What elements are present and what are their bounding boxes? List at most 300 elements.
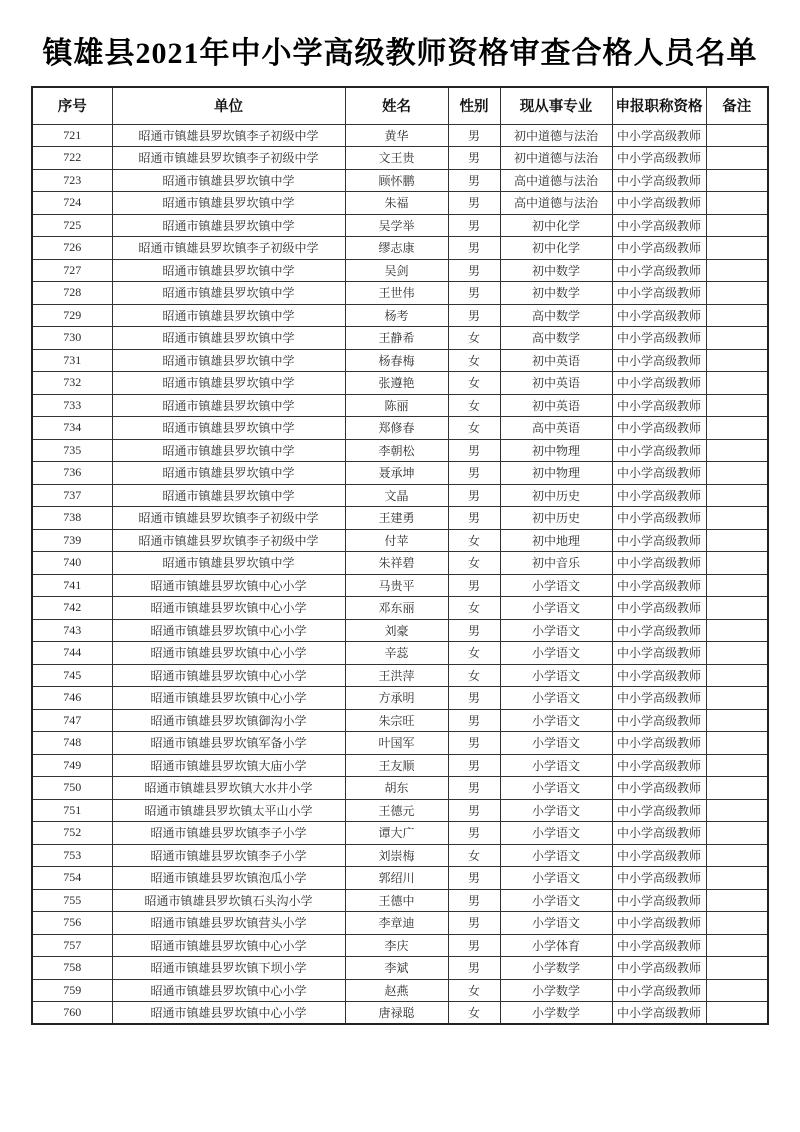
cell-serial: 755 <box>32 889 112 912</box>
cell-subject: 小学语文 <box>500 867 612 890</box>
cell-unit: 昭通市镇雄县罗坎镇中学 <box>112 259 345 282</box>
cell-subject: 小学数学 <box>500 979 612 1002</box>
header-name: 姓名 <box>345 87 448 124</box>
cell-subject: 小学语文 <box>500 799 612 822</box>
cell-gender: 女 <box>448 349 500 372</box>
cell-unit: 昭通市镇雄县罗坎镇下坝小学 <box>112 957 345 980</box>
cell-name: 李朝松 <box>345 439 448 462</box>
cell-remark <box>706 912 768 935</box>
cell-remark <box>706 1002 768 1025</box>
cell-remark <box>706 574 768 597</box>
cell-title: 中小学高级教师 <box>612 799 706 822</box>
cell-title: 中小学高级教师 <box>612 417 706 440</box>
cell-unit: 昭通市镇雄县罗坎镇中学 <box>112 192 345 215</box>
header-serial: 序号 <box>32 87 112 124</box>
cell-remark <box>706 597 768 620</box>
cell-name: 张遵艳 <box>345 372 448 395</box>
cell-title: 中小学高级教师 <box>612 259 706 282</box>
cell-subject: 小学体育 <box>500 934 612 957</box>
cell-serial: 758 <box>32 957 112 980</box>
cell-remark <box>706 619 768 642</box>
table-header <box>32 87 768 124</box>
table-row <box>32 439 768 462</box>
cell-remark <box>706 507 768 530</box>
cell-gender: 男 <box>448 304 500 327</box>
cell-name: 付苹 <box>345 529 448 552</box>
cell-name: 王友顺 <box>345 754 448 777</box>
cell-serial: 742 <box>32 597 112 620</box>
cell-gender: 男 <box>448 687 500 710</box>
cell-title: 中小学高级教师 <box>612 282 706 305</box>
cell-unit: 昭通市镇雄县罗坎镇中心小学 <box>112 574 345 597</box>
cell-unit: 昭通市镇雄县罗坎镇中学 <box>112 484 345 507</box>
cell-remark <box>706 664 768 687</box>
cell-serial: 728 <box>32 282 112 305</box>
cell-unit: 昭通市镇雄县罗坎镇中心小学 <box>112 597 345 620</box>
cell-gender: 女 <box>448 664 500 687</box>
table-row <box>32 664 768 687</box>
cell-title: 中小学高级教师 <box>612 124 706 147</box>
cell-title: 中小学高级教师 <box>612 304 706 327</box>
cell-title: 中小学高级教师 <box>612 754 706 777</box>
cell-unit: 昭通市镇雄县罗坎镇李子初级中学 <box>112 507 345 530</box>
table-row <box>32 507 768 530</box>
table-row <box>32 979 768 1002</box>
cell-serial: 723 <box>32 169 112 192</box>
table-row <box>32 169 768 192</box>
cell-unit: 昭通市镇雄县罗坎镇中心小学 <box>112 1002 345 1025</box>
cell-unit: 昭通市镇雄县罗坎镇石头沟小学 <box>112 889 345 912</box>
table-row <box>32 552 768 575</box>
cell-name: 邓东丽 <box>345 597 448 620</box>
table-body <box>32 124 768 1024</box>
cell-title: 中小学高级教师 <box>612 552 706 575</box>
cell-remark <box>706 327 768 350</box>
cell-serial: 741 <box>32 574 112 597</box>
cell-subject: 高中道德与法治 <box>500 192 612 215</box>
table-row <box>32 912 768 935</box>
table-row <box>32 844 768 867</box>
cell-gender: 男 <box>448 732 500 755</box>
cell-subject: 小学语文 <box>500 597 612 620</box>
cell-title: 中小学高级教师 <box>612 484 706 507</box>
cell-gender: 男 <box>448 619 500 642</box>
table-row <box>32 124 768 147</box>
cell-serial: 744 <box>32 642 112 665</box>
table-row <box>32 934 768 957</box>
table-row <box>32 957 768 980</box>
cell-name: 杨考 <box>345 304 448 327</box>
table-row <box>32 777 768 800</box>
table-row <box>32 889 768 912</box>
cell-name: 朱福 <box>345 192 448 215</box>
cell-name: 顾怀鹏 <box>345 169 448 192</box>
cell-title: 中小学高级教师 <box>612 169 706 192</box>
cell-unit: 昭通市镇雄县罗坎镇李子小学 <box>112 844 345 867</box>
cell-remark <box>706 799 768 822</box>
cell-gender: 男 <box>448 934 500 957</box>
cell-remark <box>706 147 768 170</box>
cell-name: 王洪萍 <box>345 664 448 687</box>
cell-unit: 昭通市镇雄县罗坎镇中心小学 <box>112 619 345 642</box>
cell-title: 中小学高级教师 <box>612 597 706 620</box>
cell-gender: 女 <box>448 1002 500 1025</box>
table-row <box>32 597 768 620</box>
cell-subject: 小学语文 <box>500 889 612 912</box>
cell-name: 朱宗旺 <box>345 709 448 732</box>
cell-subject: 初中道德与法治 <box>500 124 612 147</box>
cell-unit: 昭通市镇雄县罗坎镇中学 <box>112 372 345 395</box>
cell-unit: 昭通市镇雄县罗坎镇中学 <box>112 349 345 372</box>
cell-serial: 748 <box>32 732 112 755</box>
cell-gender: 男 <box>448 822 500 845</box>
cell-name: 赵燕 <box>345 979 448 1002</box>
cell-gender: 男 <box>448 709 500 732</box>
header-title: 申报职称资格 <box>612 87 706 124</box>
cell-remark <box>706 259 768 282</box>
cell-serial: 756 <box>32 912 112 935</box>
cell-subject: 初中英语 <box>500 372 612 395</box>
cell-remark <box>706 304 768 327</box>
cell-subject: 高中数学 <box>500 327 612 350</box>
cell-unit: 昭通市镇雄县罗坎镇中学 <box>112 327 345 350</box>
cell-subject: 小学数学 <box>500 1002 612 1025</box>
cell-title: 中小学高级教师 <box>612 687 706 710</box>
cell-subject: 初中数学 <box>500 259 612 282</box>
cell-remark <box>706 439 768 462</box>
cell-remark <box>706 957 768 980</box>
table-row <box>32 327 768 350</box>
table-row <box>32 1002 768 1025</box>
cell-unit: 昭通市镇雄县罗坎镇营头小学 <box>112 912 345 935</box>
cell-subject: 高中道德与法治 <box>500 169 612 192</box>
cell-title: 中小学高级教师 <box>612 214 706 237</box>
cell-name: 聂承坤 <box>345 462 448 485</box>
cell-gender: 男 <box>448 259 500 282</box>
cell-gender: 男 <box>448 867 500 890</box>
cell-serial: 746 <box>32 687 112 710</box>
cell-name: 辛蕊 <box>345 642 448 665</box>
cell-serial: 749 <box>32 754 112 777</box>
cell-name: 王静希 <box>345 327 448 350</box>
cell-subject: 小学语文 <box>500 709 612 732</box>
table-row <box>32 259 768 282</box>
cell-gender: 男 <box>448 214 500 237</box>
cell-subject: 小学语文 <box>500 732 612 755</box>
cell-title: 中小学高级教师 <box>612 619 706 642</box>
cell-unit: 昭通市镇雄县罗坎镇李子初级中学 <box>112 124 345 147</box>
cell-name: 王德元 <box>345 799 448 822</box>
cell-unit: 昭通市镇雄县罗坎镇大庙小学 <box>112 754 345 777</box>
cell-remark <box>706 687 768 710</box>
cell-gender: 男 <box>448 282 500 305</box>
cell-remark <box>706 462 768 485</box>
cell-serial: 725 <box>32 214 112 237</box>
cell-remark <box>706 934 768 957</box>
cell-serial: 722 <box>32 147 112 170</box>
cell-gender: 女 <box>448 642 500 665</box>
cell-name: 文晶 <box>345 484 448 507</box>
cell-title: 中小学高级教师 <box>612 372 706 395</box>
cell-serial: 753 <box>32 844 112 867</box>
cell-remark <box>706 192 768 215</box>
cell-title: 中小学高级教师 <box>612 934 706 957</box>
cell-unit: 昭通市镇雄县罗坎镇中心小学 <box>112 934 345 957</box>
cell-serial: 729 <box>32 304 112 327</box>
cell-title: 中小学高级教师 <box>612 889 706 912</box>
cell-gender: 男 <box>448 237 500 260</box>
table-row <box>32 529 768 552</box>
table-row <box>32 687 768 710</box>
table-row <box>32 214 768 237</box>
cell-gender: 女 <box>448 552 500 575</box>
table-row <box>32 822 768 845</box>
cell-serial: 737 <box>32 484 112 507</box>
cell-unit: 昭通市镇雄县罗坎镇中学 <box>112 304 345 327</box>
table-row <box>32 304 768 327</box>
cell-gender: 女 <box>448 394 500 417</box>
cell-remark <box>706 754 768 777</box>
cell-remark <box>706 889 768 912</box>
cell-remark <box>706 709 768 732</box>
cell-gender: 男 <box>448 147 500 170</box>
cell-title: 中小学高级教师 <box>612 732 706 755</box>
cell-name: 王世伟 <box>345 282 448 305</box>
cell-remark <box>706 394 768 417</box>
cell-remark <box>706 642 768 665</box>
cell-name: 郭绍川 <box>345 867 448 890</box>
cell-subject: 小学语文 <box>500 754 612 777</box>
cell-name: 王德中 <box>345 889 448 912</box>
table-row <box>32 372 768 395</box>
cell-subject: 初中音乐 <box>500 552 612 575</box>
cell-title: 中小学高级教师 <box>612 1002 706 1025</box>
cell-unit: 昭通市镇雄县罗坎镇中学 <box>112 394 345 417</box>
cell-name: 方承明 <box>345 687 448 710</box>
cell-name: 郑修春 <box>345 417 448 440</box>
cell-title: 中小学高级教师 <box>612 529 706 552</box>
cell-subject: 初中英语 <box>500 349 612 372</box>
table-row <box>32 619 768 642</box>
cell-gender: 女 <box>448 529 500 552</box>
cell-subject: 初中历史 <box>500 507 612 530</box>
cell-serial: 743 <box>32 619 112 642</box>
cell-title: 中小学高级教师 <box>612 777 706 800</box>
cell-remark <box>706 844 768 867</box>
cell-subject: 小学语文 <box>500 777 612 800</box>
cell-unit: 昭通市镇雄县罗坎镇中学 <box>112 417 345 440</box>
cell-title: 中小学高级教师 <box>612 664 706 687</box>
cell-subject: 小学语文 <box>500 687 612 710</box>
cell-name: 李庆 <box>345 934 448 957</box>
cell-remark <box>706 349 768 372</box>
cell-name: 黄华 <box>345 124 448 147</box>
cell-gender: 男 <box>448 889 500 912</box>
cell-gender: 男 <box>448 124 500 147</box>
cell-subject: 小学语文 <box>500 619 612 642</box>
cell-remark <box>706 417 768 440</box>
cell-unit: 昭通市镇雄县罗坎镇中学 <box>112 462 345 485</box>
cell-title: 中小学高级教师 <box>612 192 706 215</box>
cell-gender: 女 <box>448 327 500 350</box>
cell-subject: 小学语文 <box>500 664 612 687</box>
cell-unit: 昭通市镇雄县罗坎镇中学 <box>112 439 345 462</box>
header-gender: 性别 <box>448 87 500 124</box>
cell-remark <box>706 282 768 305</box>
cell-gender: 男 <box>448 507 500 530</box>
cell-title: 中小学高级教师 <box>612 912 706 935</box>
cell-unit: 昭通市镇雄县罗坎镇太平山小学 <box>112 799 345 822</box>
cell-subject: 初中化学 <box>500 214 612 237</box>
cell-name: 缪志康 <box>345 237 448 260</box>
cell-serial: 736 <box>32 462 112 485</box>
table-row <box>32 484 768 507</box>
cell-serial: 751 <box>32 799 112 822</box>
cell-serial: 724 <box>32 192 112 215</box>
cell-title: 中小学高级教师 <box>612 867 706 890</box>
table-row <box>32 642 768 665</box>
cell-remark <box>706 214 768 237</box>
header-subject: 现从事专业 <box>500 87 612 124</box>
cell-gender: 男 <box>448 799 500 822</box>
cell-name: 胡东 <box>345 777 448 800</box>
cell-remark <box>706 822 768 845</box>
cell-name: 李斌 <box>345 957 448 980</box>
cell-subject: 高中数学 <box>500 304 612 327</box>
table-row <box>32 867 768 890</box>
cell-unit: 昭通市镇雄县罗坎镇御沟小学 <box>112 709 345 732</box>
cell-subject: 小学语文 <box>500 844 612 867</box>
cell-subject: 初中数学 <box>500 282 612 305</box>
cell-serial: 747 <box>32 709 112 732</box>
cell-remark <box>706 867 768 890</box>
cell-unit: 昭通市镇雄县罗坎镇军备小学 <box>112 732 345 755</box>
cell-unit: 昭通市镇雄县罗坎镇李子初级中学 <box>112 529 345 552</box>
cell-title: 中小学高级教师 <box>612 979 706 1002</box>
cell-subject: 高中英语 <box>500 417 612 440</box>
cell-subject: 小学语文 <box>500 574 612 597</box>
table-row <box>32 462 768 485</box>
table-row <box>32 754 768 777</box>
table-header-row <box>32 87 768 124</box>
cell-title: 中小学高级教师 <box>612 327 706 350</box>
table-row <box>32 147 768 170</box>
cell-serial: 738 <box>32 507 112 530</box>
cell-gender: 男 <box>448 439 500 462</box>
cell-gender: 男 <box>448 574 500 597</box>
cell-remark <box>706 777 768 800</box>
cell-serial: 731 <box>32 349 112 372</box>
cell-name: 陈丽 <box>345 394 448 417</box>
cell-serial: 730 <box>32 327 112 350</box>
header-remark: 备注 <box>706 87 768 124</box>
cell-gender: 男 <box>448 754 500 777</box>
cell-serial: 752 <box>32 822 112 845</box>
cell-unit: 昭通市镇雄县罗坎镇中心小学 <box>112 979 345 1002</box>
cell-serial: 735 <box>32 439 112 462</box>
cell-gender: 女 <box>448 597 500 620</box>
cell-name: 刘崇梅 <box>345 844 448 867</box>
cell-remark <box>706 237 768 260</box>
cell-title: 中小学高级教师 <box>612 574 706 597</box>
cell-unit: 昭通市镇雄县罗坎镇中心小学 <box>112 687 345 710</box>
cell-subject: 初中道德与法治 <box>500 147 612 170</box>
table-row <box>32 394 768 417</box>
cell-remark <box>706 484 768 507</box>
cell-serial: 757 <box>32 934 112 957</box>
cell-unit: 昭通市镇雄县罗坎镇李子小学 <box>112 822 345 845</box>
header-unit: 单位 <box>112 87 345 124</box>
cell-title: 中小学高级教师 <box>612 237 706 260</box>
table-row <box>32 192 768 215</box>
cell-title: 中小学高级教师 <box>612 709 706 732</box>
cell-subject: 初中英语 <box>500 394 612 417</box>
cell-title: 中小学高级教师 <box>612 349 706 372</box>
roster-table <box>31 86 769 1025</box>
cell-title: 中小学高级教师 <box>612 642 706 665</box>
cell-gender: 女 <box>448 372 500 395</box>
cell-subject: 初中地理 <box>500 529 612 552</box>
cell-title: 中小学高级教师 <box>612 147 706 170</box>
cell-serial: 726 <box>32 237 112 260</box>
cell-name: 吴剑 <box>345 259 448 282</box>
cell-name: 吴学举 <box>345 214 448 237</box>
cell-subject: 小学数学 <box>500 957 612 980</box>
cell-serial: 734 <box>32 417 112 440</box>
table-row <box>32 349 768 372</box>
cell-name: 李章迪 <box>345 912 448 935</box>
table-row <box>32 417 768 440</box>
cell-gender: 女 <box>448 844 500 867</box>
cell-name: 杨春梅 <box>345 349 448 372</box>
cell-serial: 740 <box>32 552 112 575</box>
cell-remark <box>706 169 768 192</box>
cell-remark <box>706 372 768 395</box>
cell-gender: 男 <box>448 957 500 980</box>
cell-subject: 初中化学 <box>500 237 612 260</box>
table-row <box>32 709 768 732</box>
cell-gender: 男 <box>448 484 500 507</box>
table-row <box>32 799 768 822</box>
cell-serial: 732 <box>32 372 112 395</box>
cell-serial: 733 <box>32 394 112 417</box>
cell-name: 刘豪 <box>345 619 448 642</box>
cell-subject: 初中历史 <box>500 484 612 507</box>
cell-unit: 昭通市镇雄县罗坎镇李子初级中学 <box>112 237 345 260</box>
cell-unit: 昭通市镇雄县罗坎镇泡瓜小学 <box>112 867 345 890</box>
cell-serial: 754 <box>32 867 112 890</box>
cell-subject: 小学语文 <box>500 912 612 935</box>
cell-name: 王建勇 <box>345 507 448 530</box>
cell-serial: 739 <box>32 529 112 552</box>
cell-name: 朱祥碧 <box>345 552 448 575</box>
cell-serial: 759 <box>32 979 112 1002</box>
cell-serial: 760 <box>32 1002 112 1025</box>
cell-remark <box>706 979 768 1002</box>
cell-title: 中小学高级教师 <box>612 462 706 485</box>
cell-subject: 小学语文 <box>500 822 612 845</box>
cell-unit: 昭通市镇雄县罗坎镇中学 <box>112 552 345 575</box>
cell-serial: 745 <box>32 664 112 687</box>
cell-unit: 昭通市镇雄县罗坎镇中心小学 <box>112 664 345 687</box>
cell-remark <box>706 732 768 755</box>
cell-gender: 男 <box>448 192 500 215</box>
cell-name: 唐禄聪 <box>345 1002 448 1025</box>
cell-title: 中小学高级教师 <box>612 507 706 530</box>
cell-unit: 昭通市镇雄县罗坎镇中学 <box>112 169 345 192</box>
cell-remark <box>706 124 768 147</box>
cell-title: 中小学高级教师 <box>612 394 706 417</box>
